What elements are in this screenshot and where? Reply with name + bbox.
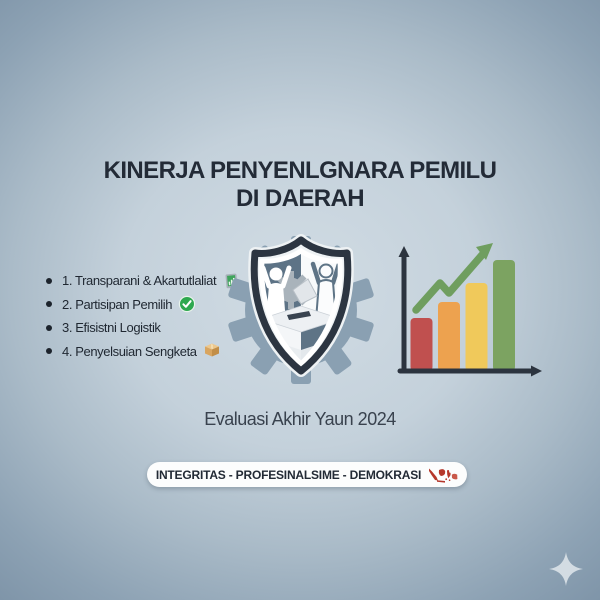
bullet-dot <box>46 301 52 307</box>
bullet-dot <box>46 348 52 354</box>
subtitle: Evaluasi Akhir Yaun 2024 <box>204 409 396 429</box>
indonesia-map-icon <box>428 467 458 483</box>
list-item-label: 1. Transparani & Akartutlaliat <box>62 273 217 289</box>
values-banner <box>147 462 467 487</box>
list-item-label: 4. Penyelsuian Sengketa <box>62 343 197 359</box>
chart-bar <box>493 260 515 371</box>
bullet-dot <box>46 278 52 284</box>
list-item <box>46 269 240 293</box>
chart-bar <box>411 318 433 371</box>
chart-bar <box>466 283 488 371</box>
page-title <box>0 157 600 213</box>
list-item-label: 3. Efisistni Logistik <box>62 320 161 336</box>
list-item <box>46 293 240 317</box>
shield-gear-emblem <box>221 230 381 390</box>
check-circle-icon <box>178 295 196 313</box>
sparkle-icon <box>548 551 584 587</box>
banner-text: INTEGRITAS - PROFESINALSIME - DEMOKRASI <box>155 467 422 482</box>
list-item <box>46 316 240 340</box>
bullet-dot <box>46 325 52 331</box>
list-item <box>46 340 240 364</box>
chart-bar <box>438 302 460 371</box>
title-line-1: KINERJA PENYENLGNARA PEMILU <box>103 157 497 184</box>
package-icon <box>203 342 221 360</box>
title-line-2: DI DAERAH <box>236 185 364 212</box>
list-item-label: 2. Partisipan Pemilih <box>62 296 173 312</box>
bar-chart <box>392 240 548 380</box>
key-points-list <box>46 269 240 363</box>
